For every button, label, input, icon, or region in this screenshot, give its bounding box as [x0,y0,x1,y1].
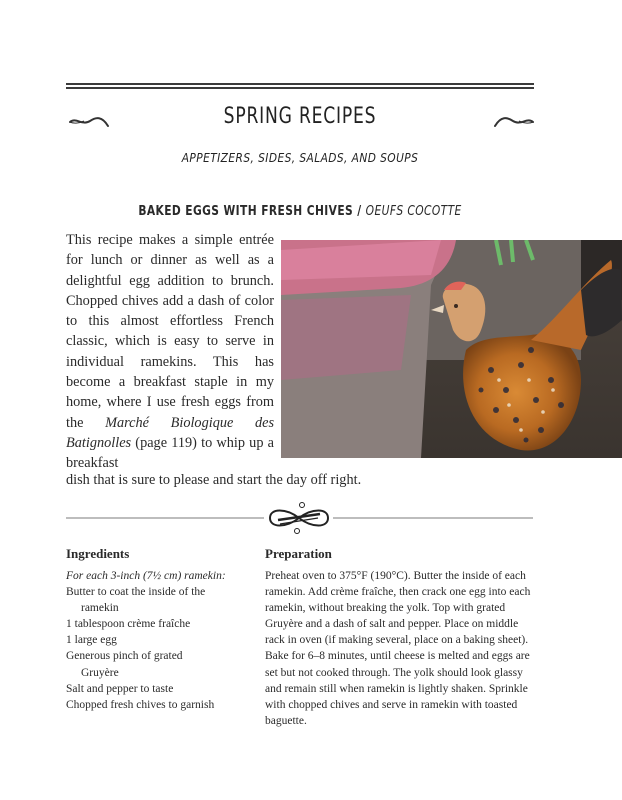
ingredient-line: Butter to coat the inside of the [66,586,206,599]
preparation-text: Preheat oven to 375°F (190°C). Butter the inside of each ramekin. Add crème fraîche, then crack one egg into each ramekin, without breaking the yolk. Top with grated Gruyère and a dash of salt and pepper. Place on middle rack in oven (if making several, place on a baking sheet). Bake for 6–8 minutes, until cheese is melted and eggs are set but not cooked through. The yolk should look glassy and remain still when ramekin is lightly shaken. Sprinkle with chopped chives and serve in ramekin with toasted baguette. [265,570,531,727]
ingredient-item: Salt and pepper to taste [66,682,174,695]
intro-last-line: dish that is sure to please and start the day off right. [66,472,362,488]
recipe-intro [66,230,274,474]
intro-text-part2: (page 119) to whip up a breakfast [66,434,274,472]
section-divider-right [333,517,533,519]
chicken-photo [281,240,622,458]
ingredients-note: For each 3-inch (7½ cm) ramekin: [66,570,226,582]
page-title: SPRING RECIPES [223,104,377,129]
ingredient-item [66,648,256,680]
preparation-heading: Preparation [265,546,332,561]
ingredient-line-continued: ramekin [81,602,119,615]
ingredient-item: 1 large egg [66,634,117,647]
recipe-title-english: BAKED EGGS WITH FRESH CHIVES / [138,204,366,219]
recipe-title [108,204,492,219]
recipe-title-french: OEUFS COCOTTE [365,204,462,219]
header-double-rule [66,83,534,89]
ingredients-heading: Ingredients [66,546,130,561]
ingredient-line: Generous pinch of grated [66,650,183,663]
flourish-left-icon [68,112,110,130]
section-divider-left [66,517,264,519]
flourish-right-icon [493,112,535,130]
ingredient-item [66,584,256,616]
page-subtitle: APPETIZERS, SIDES, SALADS, AND SOUPS [181,150,419,165]
intro-text-part1: This recipe makes a simple entrée for lunch or dinner as well as a delightful egg addition to brunch. Chopped chives add a dash of color to this almost effortless French classic, which is easy to serve in individual ramekins. This has become a breakfast staple in my home, where I use fresh eggs from the [66,232,274,431]
ingredient-item: 1 tablespoon crème fraîche [66,618,191,631]
ingredient-item: Chopped fresh chives to garnish [66,698,215,711]
ingredients-list [66,568,256,713]
ingredient-line-continued: Gruyère [81,666,119,679]
ornament-scroll-icon [264,500,334,536]
market-name: Marché Biologique des Batignolles [66,414,275,451]
